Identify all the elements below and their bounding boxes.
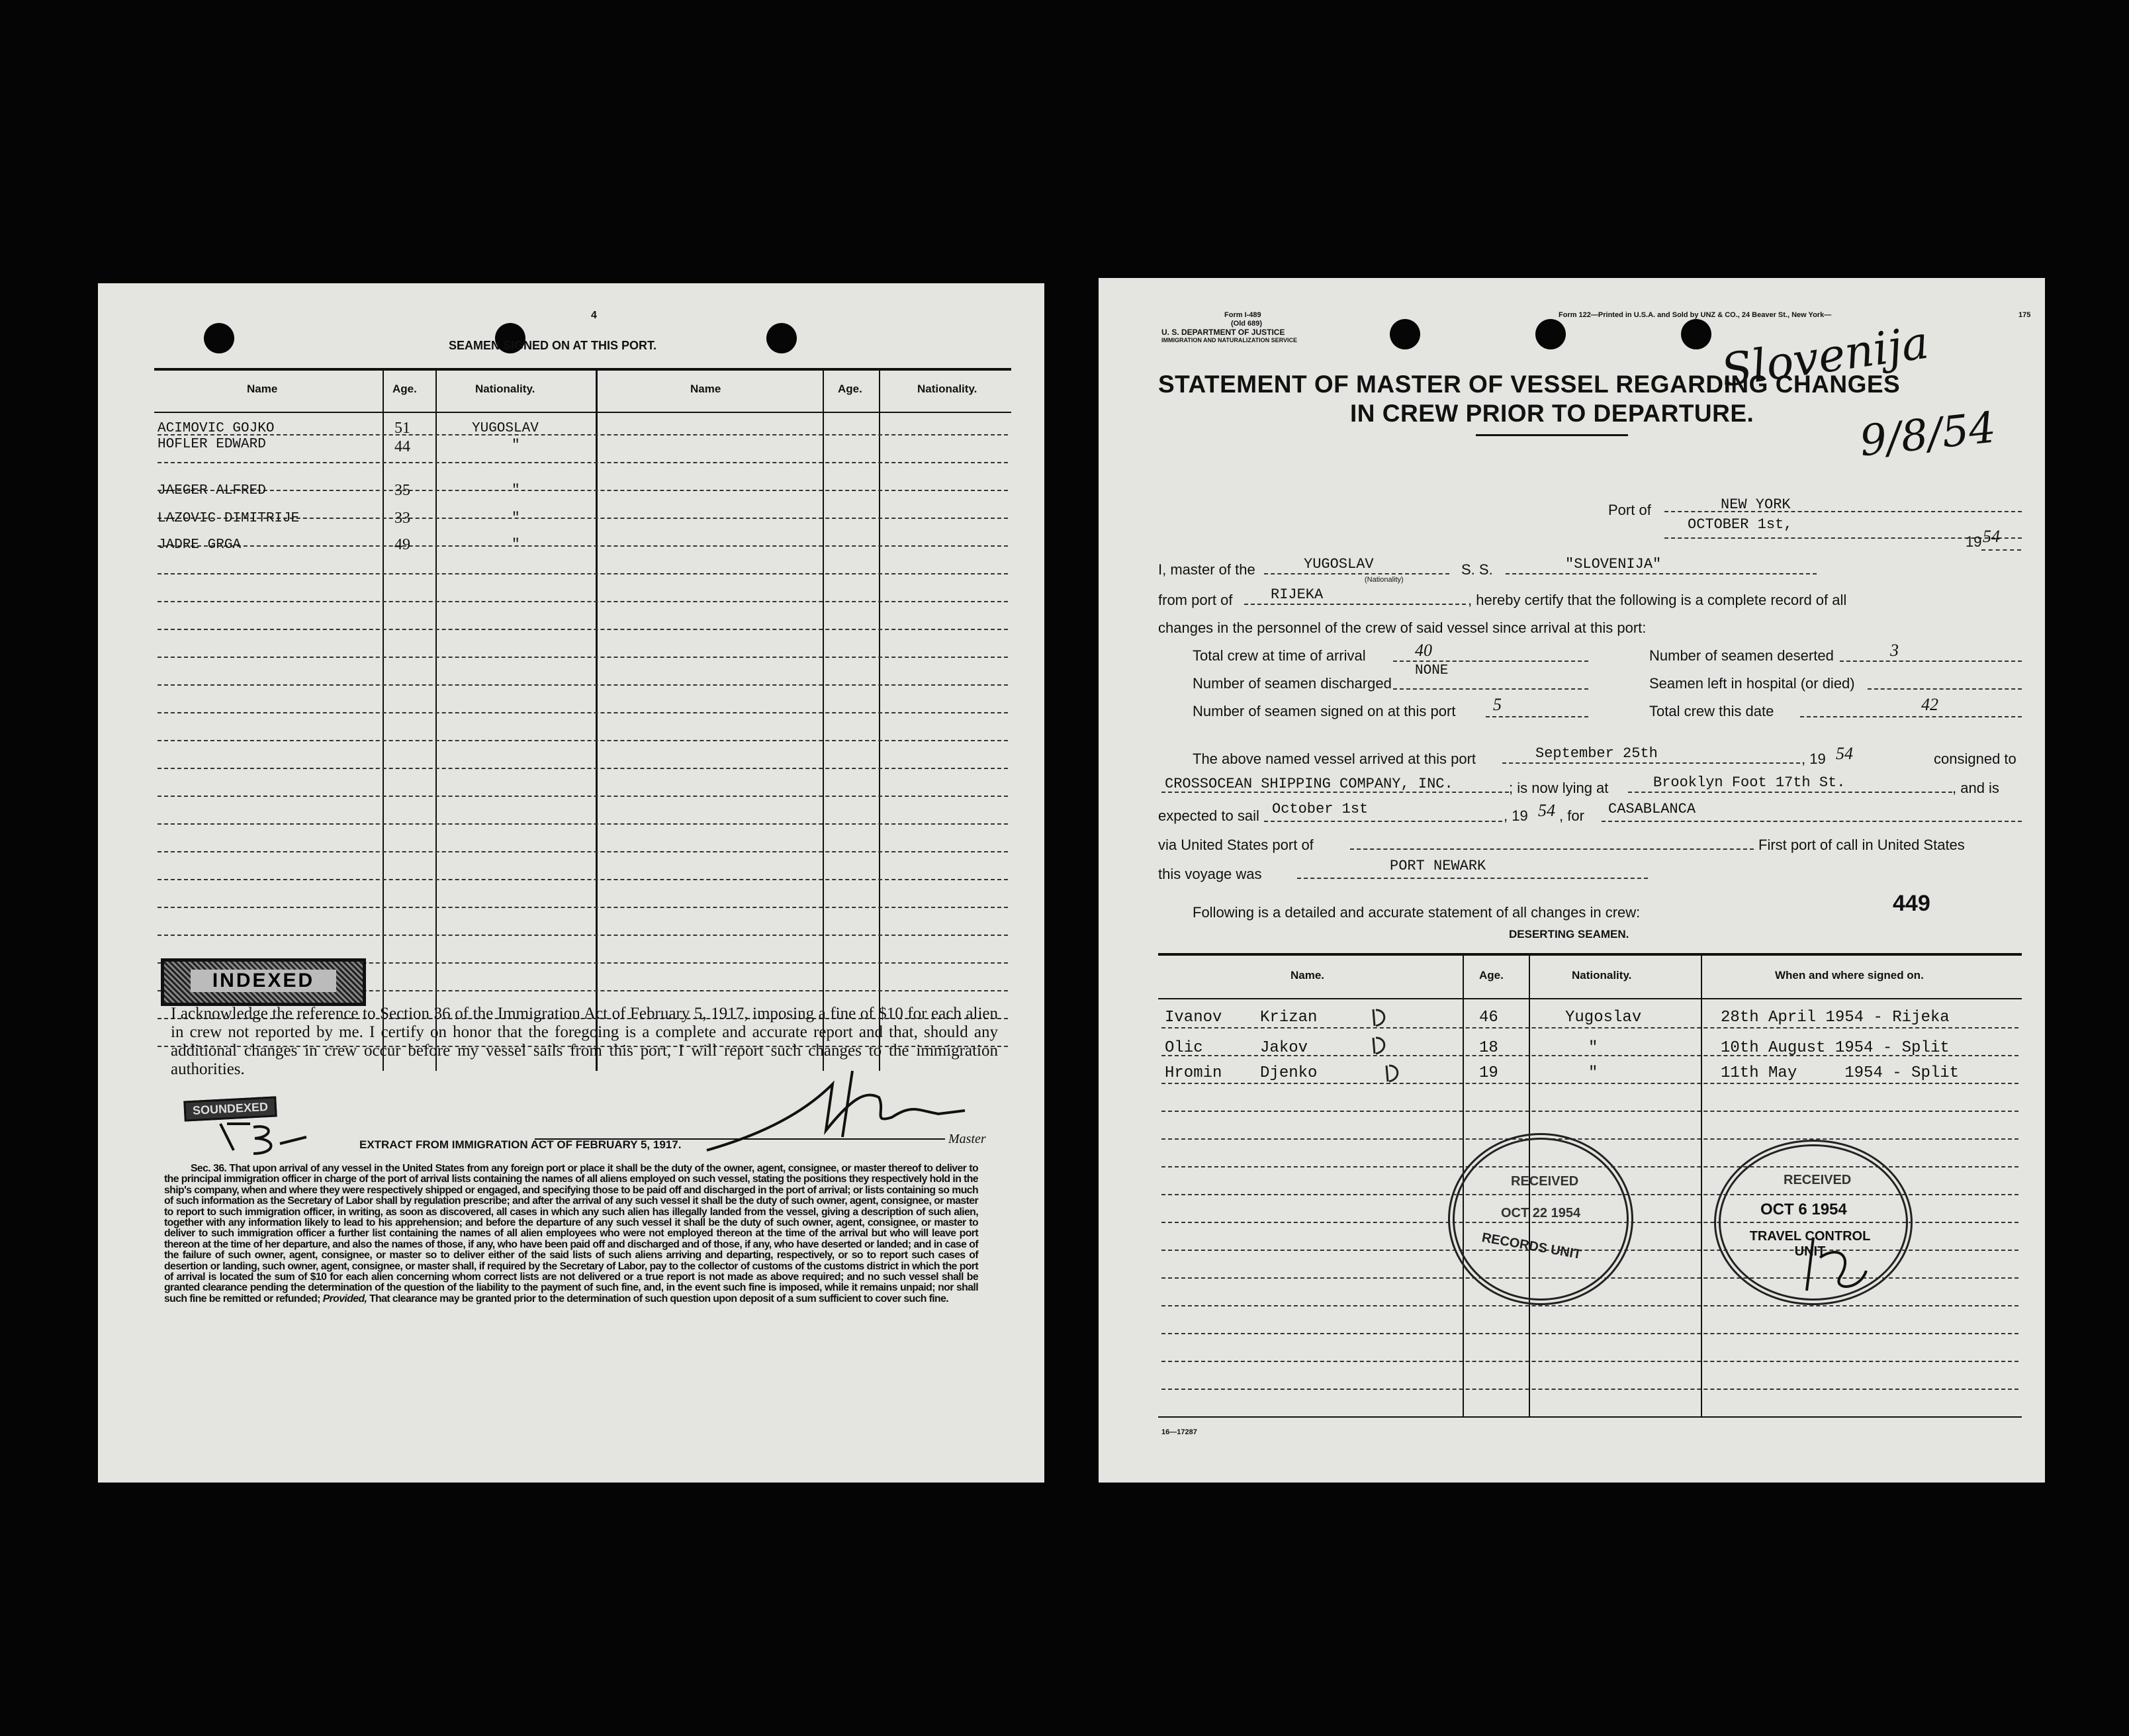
ruled-line xyxy=(158,657,1008,658)
service-name: IMMIGRATION AND NATURALIZATION SERVICE xyxy=(1161,337,1297,343)
ruled-line xyxy=(158,823,1008,825)
column-divider xyxy=(879,369,880,1071)
nationality-caption: (Nationality) xyxy=(1365,576,1404,584)
seaman-age: 33 xyxy=(394,510,410,527)
table-rule xyxy=(1158,998,2022,999)
lying-label: ; is now lying at xyxy=(1509,780,1609,796)
ruled-line xyxy=(158,740,1008,741)
form-title-line1: STATEMENT OF MASTER OF VESSEL REGARDING CHANGES xyxy=(1158,371,1901,398)
deserter-nationality: " xyxy=(1588,1039,1598,1057)
col-header-name: Name xyxy=(247,383,278,395)
fill-line xyxy=(1840,645,2022,662)
total-crew-arrival-label: Total crew at time of arrival xyxy=(1193,647,1366,664)
ruled-line xyxy=(158,796,1008,797)
changes-text: changes in the personnel of the crew of said vessel since arrival at this port: xyxy=(1158,619,1647,636)
seaman-name: JADRE GRGA xyxy=(158,537,242,553)
punch-hole xyxy=(1390,319,1420,349)
seaman-age: 44 xyxy=(394,438,410,455)
from-port-value: RIJEKA xyxy=(1271,586,1324,603)
expected-date: October 1st xyxy=(1272,801,1369,817)
port-fill-line xyxy=(1664,495,2022,512)
seaman-name: LAZOVIC DIMITRIJE xyxy=(158,511,300,526)
col-header-age: Age. xyxy=(838,383,862,395)
ruled-line xyxy=(158,434,1008,435)
records-unit-stamp: RECEIVED OCT 22 1954 RECORDS UNIT xyxy=(1448,1133,1633,1305)
year-value: 54 xyxy=(1983,527,2000,546)
hospital-label: Seamen left in hospital (or died) xyxy=(1649,675,1855,692)
port-of-label: Port of xyxy=(1608,502,1651,518)
total-crew-date-label: Total crew this date xyxy=(1649,703,1774,719)
ruled-line xyxy=(1161,1027,2018,1028)
punch-hole xyxy=(1535,319,1566,349)
arrived-year: 54 xyxy=(1836,744,1853,763)
deserter-name: Ivanov Krizan xyxy=(1165,1009,1318,1027)
fill-line xyxy=(1868,672,2022,690)
form-old-number: (Old 689) xyxy=(1231,320,1263,328)
year-prefix: 19 xyxy=(1966,533,1982,550)
ruled-line xyxy=(1161,1138,2018,1140)
department-name: U. S. DEPARTMENT OF JUSTICE xyxy=(1161,328,1285,337)
sheet-number: 449 xyxy=(1893,891,1930,916)
seaman-nationality: " xyxy=(512,438,520,453)
ruled-line xyxy=(158,879,1008,880)
deserter-age: 18 xyxy=(1479,1039,1498,1057)
ruled-line xyxy=(158,935,1008,936)
seaman-name: HOFLER EDWARD xyxy=(158,437,266,452)
rule xyxy=(154,368,1011,371)
deserted-label: Number of seamen deserted xyxy=(1649,647,1834,664)
deserter-age: 46 xyxy=(1479,1009,1498,1027)
initials-mark xyxy=(214,1117,313,1157)
fill-line xyxy=(1350,833,1754,850)
first-port-label: First port of call in United States xyxy=(1758,837,1965,853)
ruled-line xyxy=(158,573,1008,574)
deserter-name: Olic Jakov xyxy=(1165,1039,1308,1057)
punch-hole xyxy=(1681,319,1711,349)
fill-line xyxy=(1800,700,2022,717)
page-title: SEAMEN SIGNED ON AT THIS PORT. xyxy=(449,339,657,352)
indexed-stamp: INDEXED xyxy=(161,958,366,1006)
expected-label: expected to sail xyxy=(1158,807,1259,824)
column-divider xyxy=(596,369,598,1071)
rule xyxy=(154,412,1011,413)
deserter-nationality: Yugoslav xyxy=(1565,1009,1642,1027)
seaman-nationality: " xyxy=(512,511,520,526)
column-divider xyxy=(435,369,437,1071)
form-number: Form I-489 xyxy=(1224,311,1261,319)
column-divider xyxy=(823,369,824,1071)
seaman-nationality: YUGOSLAV xyxy=(472,421,539,436)
arrived-label: The above named vessel arrived at this port xyxy=(1193,751,1476,767)
table-rule xyxy=(1158,953,2022,956)
col-header-nationality: Nationality. xyxy=(917,383,977,395)
col-header-age: Age. xyxy=(392,383,417,395)
destination: CASABLANCA xyxy=(1608,801,1696,817)
col-header-nationality: Nationality. xyxy=(475,383,535,395)
total-crew-arrival-value: 40 xyxy=(1415,641,1432,660)
discharged-label: Number of seamen discharged xyxy=(1193,675,1392,692)
master-of-label: I, master of the xyxy=(1158,561,1255,578)
ruled-line xyxy=(158,851,1008,852)
following-label: Following is a detailed and accurate statement of all changes in crew: xyxy=(1193,904,1641,921)
seaman-age: 51 xyxy=(394,420,410,437)
deserting-title: DESERTING SEAMEN. xyxy=(1509,928,1629,940)
punch-hole xyxy=(204,323,234,353)
left-page xyxy=(98,283,1044,1483)
ruled-line xyxy=(158,545,1008,547)
col-header-age: Age. xyxy=(1479,969,1504,982)
col-header-name: Name xyxy=(690,383,721,395)
deserted-value: 3 xyxy=(1890,641,1899,660)
ruled-line xyxy=(158,712,1008,713)
year-fill-line xyxy=(1981,533,2021,551)
ruled-line xyxy=(158,629,1008,630)
deserter-signed-on: 28th April 1954 - Rijeka xyxy=(1721,1009,1950,1027)
and-is-label: , and is xyxy=(1952,780,1999,796)
signed-on-label: Number of seamen signed on at this port xyxy=(1193,703,1456,719)
ruled-line xyxy=(158,768,1008,769)
table-rule xyxy=(1158,1416,2022,1418)
consigned-label: consigned to xyxy=(1934,751,2016,767)
expected-year: 54 xyxy=(1538,801,1555,820)
for-label: , for xyxy=(1559,807,1584,824)
ruled-line xyxy=(158,490,1008,491)
deserter-signed-on: 11th May 1954 - Split xyxy=(1721,1064,1960,1082)
col-header-signed-on: When and where signed on. xyxy=(1775,969,1924,982)
ruled-line xyxy=(1161,1305,2018,1306)
seaman-age: 35 xyxy=(394,482,410,499)
handwritten-date: 9/8/54 xyxy=(1857,403,1999,467)
column-divider xyxy=(1701,953,1702,1416)
ruled-line xyxy=(1161,1111,2018,1112)
title-underline xyxy=(1476,434,1628,436)
punch-hole xyxy=(766,323,797,353)
ss-label: S. S. xyxy=(1461,561,1493,578)
col-header-name: Name. xyxy=(1291,969,1325,982)
via-label: via United States port of xyxy=(1158,837,1314,853)
extract-title: EXTRACT FROM IMMIGRATION ACT OF FEBRUARY 5, 1917. xyxy=(359,1138,682,1151)
soundexed-stamp: SOUNDEXED xyxy=(183,1096,277,1121)
master-signature xyxy=(700,1058,978,1157)
ruled-line xyxy=(1161,1333,2018,1334)
deserter-name: Hromin Djenko xyxy=(1165,1064,1318,1082)
ruled-line xyxy=(1161,1361,2018,1362)
right-page: Form I-489 (Old 689) U. S. DEPARTMENT OF JUSTICE IMMIGRATION AND NATURALIZATION SERVICE Form 122—Printed in U.S.A. and Sold by UNZ & CO., 24 Beaver St., New York— 175 STATEMENT OF MASTER OF VESSEL REGARDING CHANGES IN CREW PRIOR TO DEPARTURE. Slovenija 9/8/54 Port of NEW YORK OCTOBER 1st, 19 54 I, master of the YUGOSLAV (Nationality) S. S. "SLOVENIJA" from port of RIJEKA , hereby certify that the following is a complete record of all changes in the personnel of the crew of said vessel since arrival at this port: Total crew at time of arrival 40 Number of seamen discharged NONE Number of seamen signed on at this port 5 Number of seamen deserted 3 Seamen left in hospital (or died) Total crew this date 42 The above named vessel arrived at this port September 25th , 19 54 consigned to CROSSOCEAN SHIPPING COMPANY, INC. ; is now lying at Brooklyn Foot 17th St. , and is expected to sail October 1st , 19 54 , for CASABLANCA via United States port of First port of call in United States this voyage was PORT NEWARK Following is a detailed and accurate statement of all changes in crew: 449 DESERTING SEAMEN. Name. Age. Nationality. When and where signed on. Ivanov Krizan 46 Yugoslav 28th April 1954 - Rijeka Olic Jakov 18 " 10th August 1954 - Split Hromin Djenko 19 " 11th May 1954 - Split RECEIVED OCT 22 1954 RECORDS UNIT RECEIVED OCT 6 1954 TRAVEL CONTROL UNIT 16—17287 xyxy=(1099,278,2045,1483)
deserter-age: 19 xyxy=(1479,1064,1498,1082)
consignee: CROSSOCEAN SHIPPING COMPANY, INC. xyxy=(1165,776,1453,792)
vessel-name: "SLOVENIJA" xyxy=(1565,556,1662,572)
check-marks xyxy=(1367,1006,1406,1092)
ruled-line xyxy=(158,601,1008,602)
ruled-line xyxy=(158,907,1008,908)
discharged-value: NONE xyxy=(1415,663,1449,678)
col-header-nationality: Nationality. xyxy=(1572,969,1632,982)
footer-code: 16—17287 xyxy=(1161,1428,1197,1436)
fill-line xyxy=(1161,776,1509,793)
voyage-label: this voyage was xyxy=(1158,866,1262,882)
master-label: Master xyxy=(948,1132,986,1146)
printer-code: 175 xyxy=(2018,311,2031,319)
travel-control-stamp: RECEIVED OCT 6 1954 TRAVEL CONTROL UNIT xyxy=(1714,1140,1913,1305)
total-crew-date-value: 42 xyxy=(1921,695,1938,714)
stamp-initials xyxy=(1800,1231,1880,1310)
acknowledgement-text: I acknowledge the reference to Section 36 of the Immigration Act of February 5, 1917, imposing a fine of $10 for each alien in crew not reported by me. I certify on honor that the foregoing is a complete and accurate report and that, should any additional changes in crew occur before my vessel sails from this port, I will report such changes to the immigration authorities. xyxy=(171,1005,998,1078)
arrived-date: September 25th xyxy=(1535,745,1658,762)
seaman-name: ACIMOVIC GOJKO xyxy=(158,421,275,436)
seaman-name: JAEGER ALFRED xyxy=(158,483,266,498)
from-port-label: from port of xyxy=(1158,592,1233,608)
lying-at: Brooklyn Foot 17th St. xyxy=(1653,774,1846,791)
seaman-nationality: " xyxy=(512,483,520,498)
ruled-line xyxy=(1161,1083,2018,1084)
ruled-line xyxy=(158,462,1008,463)
page-number: 4 xyxy=(591,310,597,321)
first-port-value: PORT NEWARK xyxy=(1390,858,1486,874)
certify-text: , hereby certify that the following is a complete record of all xyxy=(1468,592,1847,608)
nationality-value: YUGOSLAV xyxy=(1304,556,1374,572)
column-divider xyxy=(383,369,384,1071)
deserter-nationality: " xyxy=(1588,1064,1598,1082)
date-value: OCTOBER 1st, xyxy=(1688,516,1793,533)
seaman-nationality: " xyxy=(512,537,520,553)
ruled-line xyxy=(158,684,1008,686)
handwritten-vessel-name: Slovenija xyxy=(1718,316,1932,398)
signed-on-value: 5 xyxy=(1493,695,1502,714)
port-of-value: NEW YORK xyxy=(1721,496,1791,513)
seaman-age: 49 xyxy=(394,536,410,553)
ruled-line xyxy=(1161,1389,2018,1390)
deserter-signed-on: 10th August 1954 - Split xyxy=(1721,1039,1950,1057)
printer-line: Form 122—Printed in U.S.A. and Sold by UNZ & CO., 24 Beaver St., New York— xyxy=(1559,311,1832,319)
extract-body: Sec. 36. That upon arrival of any vessel in the United States from any foreign port or place it shall be the duty of the owner, agent, consignee, or master thereof to deliver to the principal immigration officer in charge of the port of arrival lists containing the names of all aliens employed on such vessel, stating the positions they respectively hold in the ship's company, when and where they were respectively shipped or engaged, and specifying those to be paid off and discharged in the port of arrival; or lists containing so much of such information as the Secretary of Labor shall by regulation prescribe; and after the arrival of any such vessel it shall be the duty of such owner, agent, consignee, or master to report to such immigration officer, in writing, as soon as discovered, all cases in which any such alien has illegally landed from the vessel, giving a description of such alien, together with any information likely to lead to his apprehension; and before the departure of any such vessel it shall be the duty of such owner, agent, consignee, or master to deliver to such immigration officer a further list containing the names of all alien employees who were not employed thereon at the time of the arrival but who will leave port thereon at the time of her departure, and also the names of those, if any, who have been paid off and discharged and of those, if any, who have deserted or landed; and in case of the failure of such owner, agent, consignee, or master so to deliver either of the said lists of such aliens arriving and departing, respectively, or so to report such cases of desertion or landing, such owner, agent, consignee, or master shall, if required by the Secretary of Labor, pay to the collector of customs of the customs district in which the port of arrival is located the sum of $10 for each alien concerning whom correct lists are not delivered or a true report is not made as above required; and no such vessel shall be granted clearance pending the determination of the question of the liability to the payment of such fine, and, in the event such fine is imposed, while it remains unpaid; nor shall such fine be remitted or refunded; Provided, That clearance may be granted prior to the determination of such question upon deposit of a sum sufficient to cover such fine. xyxy=(164,1163,979,1304)
form-title-line2: IN CREW PRIOR TO DEPARTURE. xyxy=(1350,400,1754,427)
